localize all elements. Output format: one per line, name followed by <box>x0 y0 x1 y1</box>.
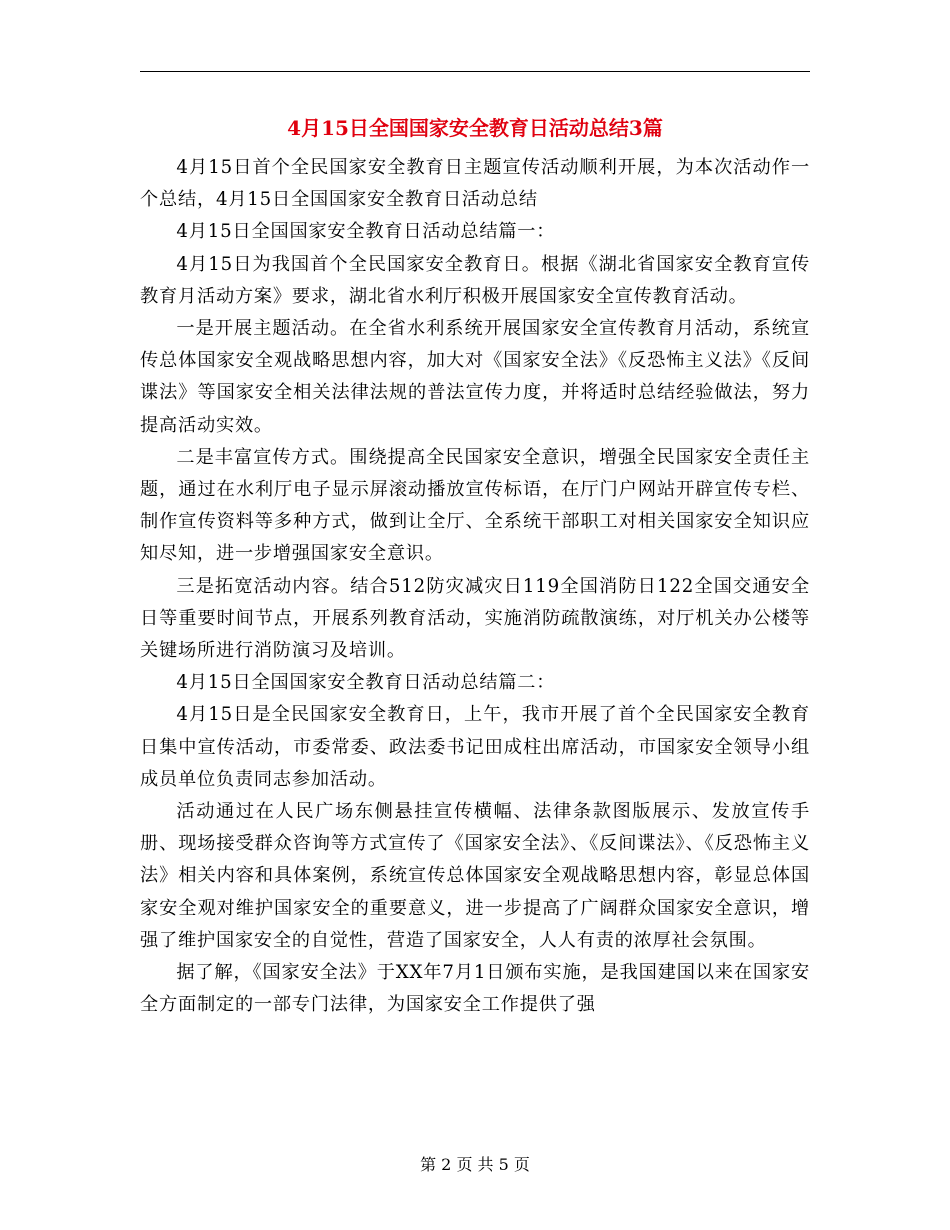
intro-paragraph: 4月15日首个全民国家安全教育日主题宣传活动顺利开展，为本次活动作一个总结，4月15日全国国家安全教育日活动总结 <box>140 157 810 211</box>
body-paragraph: 活动通过在人民广场东侧悬挂宣传横幅、法律条款图版展示、发放宣传手册、现场接受群众咨询等方式宣传了《国家安全法》、《反间谍法》、《反恐怖主义法》相关内容和具体案例，系统宣传总体国家安全观战略思想内容，彰显总体国家安全观对维护国家安全的重要意义，进一步提高了广阔群众国家安全意识，增强了维护国家安全的自觉性，营造了国家安全，人人有责的浓厚社会氛围。 <box>140 801 810 951</box>
section-heading-part-one: 4月15日全国国家安全教育日活动总结篇一： <box>176 221 556 243</box>
section-heading-part-two: 4月15日全国国家安全教育日活动总结篇二： <box>176 672 556 694</box>
body-paragraph: 二是丰富宣传方式。围绕提高全民国家安全意识，增强全民国家安全责任主题，通过在水利厅电子显示屏滚动播放宣传标语，在厅门户网站开辟宣传专栏、制作宣传资料等多种方式，做到让全厅、全系统干部职工对相关国家安全知识应知尽知，进一步增强国家安全意识。 <box>140 446 810 565</box>
document-body <box>140 152 810 1021</box>
document-title: 4月15日全国国家安全教育日活动总结3篇 <box>287 116 663 140</box>
body-paragraph: 三是拓宽活动内容。结合512防灾减灾日119全国消防日122全国交通安全日等重要时间节点，开展系列教育活动，实施消防疏散演练，对厅机关办公楼等关键场所进行消防演习及培训。 <box>140 575 810 662</box>
header-rule <box>140 71 810 72</box>
body-paragraph: 据了解，《国家安全法》于XX年7月1日颁布实施，是我国建国以来在国家安全方面制定的一部专门法律，为国家安全工作提供了强 <box>140 962 810 1016</box>
body-paragraph: 4月15日为我国首个全民国家安全教育日。根据《湖北省国家安全教育宣传教育月活动方案》要求，湖北省水利厅积极开展国家安全宣传教育活动。 <box>140 253 810 307</box>
page-number-footer: 第 2 页 共 5 页 <box>420 1155 530 1174</box>
body-paragraph: 4月15日是全民国家安全教育日，上午，我市开展了首个全民国家安全教育日集中宣传活动，市委常委、政法委书记田成柱出席活动，市国家安全领导小组成员单位负责同志参加活动。 <box>140 704 810 790</box>
body-paragraph: 一是开展主题活动。在全省水利系统开展国家安全宣传教育月活动，系统宣传总体国家安全观战略思想内容，加大对《国家安全法》《反恐怖主义法》《反间谍法》等国家安全相关法律法规的普法宣传力度，并将适时总结经验做法，努力提高活动实效。 <box>140 318 810 436</box>
